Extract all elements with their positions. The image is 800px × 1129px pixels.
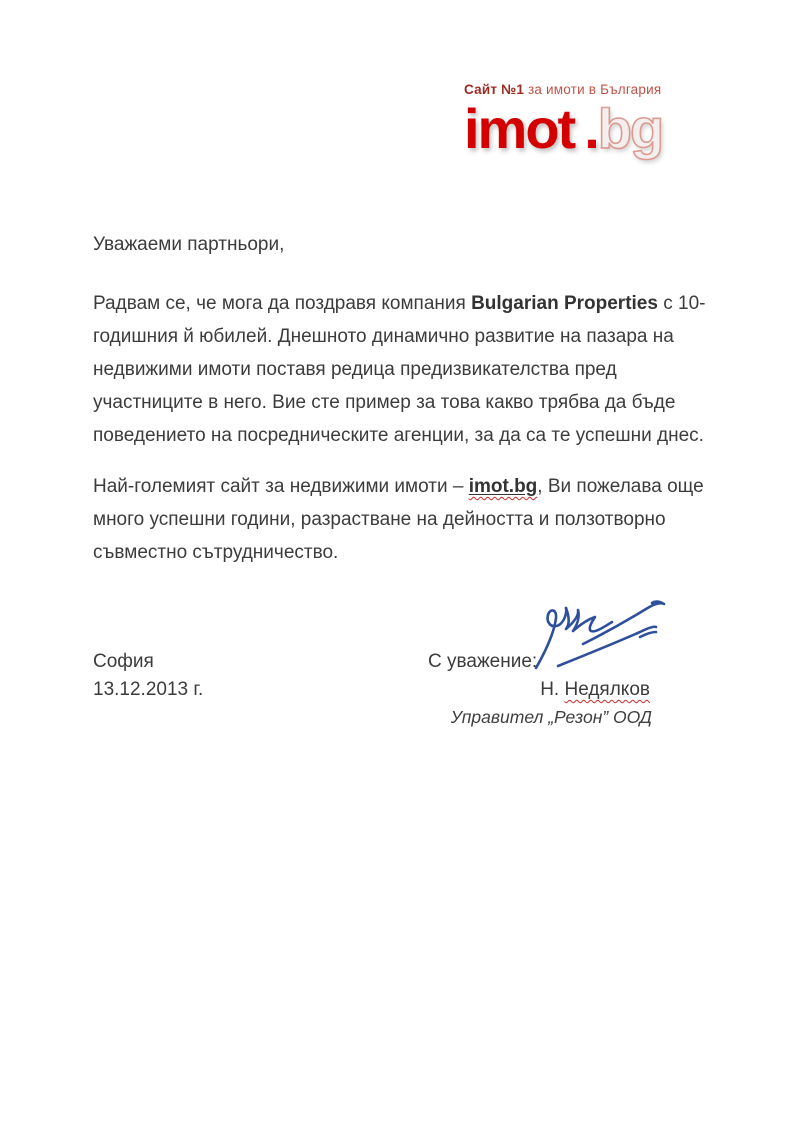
p1-l3-text: недвижими имоти поставя редица предизвикателства пред xyxy=(93,359,617,380)
paragraph1-line1 xyxy=(93,287,706,320)
p2-l1-after: , Ви пожелава още xyxy=(537,476,704,497)
imot-bg-link-squiggle xyxy=(469,476,538,497)
name-surname-squiggle: Недялков xyxy=(564,679,650,700)
greeting-text: Уважаеми партньори, xyxy=(93,234,285,255)
p1-l5-text: поведението на посредническите агенции, за да са те успешни днес. xyxy=(93,425,704,446)
p2-l1-before: Най-големият сайт за недвижими имоти – xyxy=(93,476,469,497)
paragraph2-line1 xyxy=(93,470,704,503)
signoff-date: 13.12.2013 г. xyxy=(93,679,204,700)
signoff-regards: С уважение: xyxy=(428,651,538,672)
greeting-line xyxy=(93,228,693,261)
imot-bg-link[interactable]: imot.bg xyxy=(468,476,538,497)
paragraph1-line3 xyxy=(93,353,693,386)
logo-tagline-bold: Сайт №1 xyxy=(464,82,525,97)
name-initial: Н. xyxy=(540,679,565,700)
paragraph1-line2 xyxy=(93,320,693,353)
imot-bg-logo xyxy=(464,82,724,159)
logo-wordmark-dot: . xyxy=(584,97,598,160)
paragraph1-line5 xyxy=(93,419,704,452)
handwritten-signature xyxy=(528,596,673,672)
p1-l1-before: Радвам се, че мога да поздравя компания xyxy=(93,293,472,314)
p2-l3-text: съвместно сътрудничество. xyxy=(93,542,339,563)
p2-l2-text: много успешни години, разрастване на дейността и ползотворно xyxy=(93,509,666,530)
logo-wordmark-imot: imot xyxy=(464,97,575,160)
signoff-city: София xyxy=(93,651,154,672)
signoff-role: Управител „Резон” ООД xyxy=(450,707,652,727)
logo-wordmark xyxy=(464,99,724,159)
p1-l4-text: участниците в него. Вие сте пример за това какво трябва да бъде xyxy=(93,392,676,413)
paragraph1-line4 xyxy=(93,386,693,419)
p1-l1-after: с 10- xyxy=(657,293,706,314)
logo-tagline xyxy=(464,82,724,97)
logo-wordmark-bg: bg xyxy=(597,97,663,160)
company-name-bold: Bulgarian Properties xyxy=(471,293,658,314)
paragraph2-line3 xyxy=(93,536,693,569)
paragraph2-line2 xyxy=(93,503,693,536)
logo-tagline-rest: за имоти в България xyxy=(524,82,662,97)
p1-l2-text: годишния й юбилей. Днешното динамично развитие на пазара на xyxy=(93,326,674,347)
